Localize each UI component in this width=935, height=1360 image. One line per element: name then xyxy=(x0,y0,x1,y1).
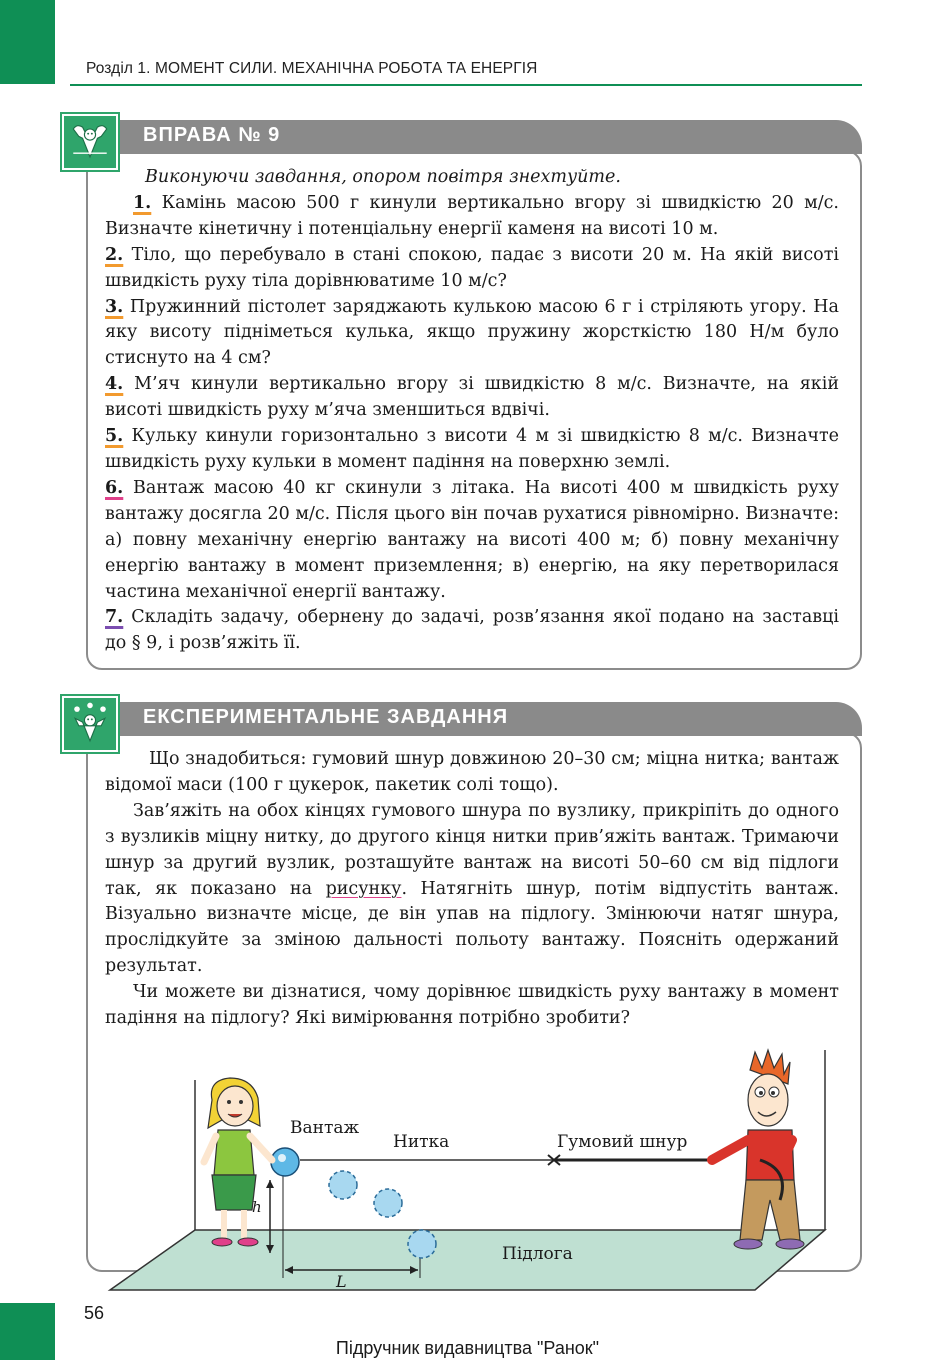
load-ball xyxy=(271,1148,299,1176)
exercise-title: ВПРАВА № 9 xyxy=(143,124,281,146)
exercise-badge-icon xyxy=(62,114,118,170)
experiment-question: Чи можете ви дізнатися, чому дорівнює швидкість руху вантажу в момент падіння на підлогу? Які вимірювання потрібно зробити? xyxy=(105,982,839,1029)
exercise-item-7 xyxy=(105,605,839,657)
girl-figure xyxy=(204,1078,272,1246)
corner-tab xyxy=(0,0,55,84)
item-number: 7. xyxy=(105,607,124,628)
experiment-figure xyxy=(100,1040,840,1295)
exercise-item-2 xyxy=(105,243,839,295)
item-text: Кульку кинули горизонтально з висоти 4 м зі швидкістю 8 м/с. Визначте швидкість руху кульки в момент падіння на поверхню землі. xyxy=(105,426,839,472)
experiment-badge-icon xyxy=(62,696,118,752)
strongman-icon xyxy=(64,116,116,168)
item-number: 6. xyxy=(105,477,124,498)
juggler-icon xyxy=(64,698,116,750)
exercise-text xyxy=(105,165,839,657)
running-head: Розділ 1. МОМЕНТ СИЛИ. МЕХАНІЧНА РОБОТА ТА ЕНЕРГІЯ xyxy=(86,60,538,77)
experiment-materials: Що знадобиться: гумовий шнур довжиною 20–30 см; міцна нитка; вантаж відомої маси (100 г цукерок, пакетик солі тощо). xyxy=(105,749,839,795)
experiment-instructions xyxy=(105,799,839,980)
trajectory-ball-1 xyxy=(329,1171,357,1199)
item-text: Складіть задачу, обернену до задачі, розв’язання якої подано на заставці до § 9, і розв’яжіть її. xyxy=(105,607,839,654)
exercise-item-5 xyxy=(105,424,839,476)
item-number: 4. xyxy=(105,374,124,395)
item-text: Камінь масою 500 г кинули вертикально вгору зі швидкістю 20 м/с. Визначте кінетичну і потенціальну енергії каменя на висоті 10 м. xyxy=(105,192,839,239)
item-text: Вантаж масою 40 кг скинули з літака. На висоті 400 м швидкість руху вантажу досягла 20 м/с. Після цього він почав рухатися рівномірно. Визначте: а) повну механічну енергію вантажу на висоті 400 м; б) повну механічну енергію вантажу в момент приземлення; в) енергію, на яку перетворилася частина механічної енергії вантажу. xyxy=(105,477,839,602)
exercise-item-1 xyxy=(105,191,839,243)
label-floor: Підлога xyxy=(502,1244,573,1264)
experiment-text xyxy=(105,747,839,1032)
experiment-illustration xyxy=(100,1040,840,1295)
trajectory-ball-3 xyxy=(408,1230,436,1258)
label-load: Вантаж xyxy=(290,1118,360,1138)
publisher-credit: Підручник видавництва "Ранок" xyxy=(335,1338,600,1358)
figure-link[interactable]: рисунку xyxy=(325,878,402,899)
label-h: h xyxy=(252,1198,262,1216)
label-cord: Гумовий шнур xyxy=(557,1132,688,1152)
exercise-intro: Виконуючи завдання, опором повітря знехтуйте. xyxy=(145,167,621,187)
trajectory-ball-2 xyxy=(374,1189,402,1217)
instructions-part-b: . Натягніть шнур, потім відпустіть вантаж. Візуально визначте місце, де він упав на підлогу. Змінюючи натяг шнура, прослідкуйте за зміною дальності польоту вантажу. Поясніть одержаний результат. xyxy=(105,878,839,977)
item-number: 3. xyxy=(105,296,124,317)
item-number: 1. xyxy=(133,192,152,213)
boy-figure xyxy=(712,1050,804,1249)
exercise-item-3 xyxy=(105,295,839,373)
instructions-part-a: Зав’яжіть на обох кінцях гумового шнура по вузлику, прикріпіть до одного з вузликів міцну нитку, до другого кінця нитки прив’яжіть вантаж. Тримаючи шнур за другий вузлик, розташуйте вантаж на висоті 50–60 см від підлоги так, як показано на xyxy=(105,800,839,899)
item-text: М’яч кинули вертикально вгору зі швидкістю 8 м/с. Визначте, на якій висоті швидкість руху м’яча зменшиться вдвічі. xyxy=(105,374,839,421)
exercise-item-6 xyxy=(105,476,839,606)
item-text: Тіло, що перебувало в стані спокою, падає з висоти 20 м. На якій висоті швидкість руху тіла дорівнюватиме 10 м/с? xyxy=(105,244,839,291)
exercise-item-4 xyxy=(105,372,839,424)
item-number: 2. xyxy=(105,244,124,265)
page-number: 56 xyxy=(84,1303,105,1323)
header-rule xyxy=(70,84,862,86)
item-text: Пружинний пістолет заряджають кулькою масою 6 г і стріляють угору. На яку висоту підніметься кулька, якщо пружину жорсткістю 180 Н/м було стиснуто на 4 см? xyxy=(105,296,839,369)
label-thread: Нитка xyxy=(393,1132,450,1152)
item-number: 5. xyxy=(105,426,124,447)
label-L: L xyxy=(336,1272,347,1291)
experiment-title: ЕКСПЕРИМЕНТАЛЬНЕ ЗАВДАННЯ xyxy=(143,706,509,728)
